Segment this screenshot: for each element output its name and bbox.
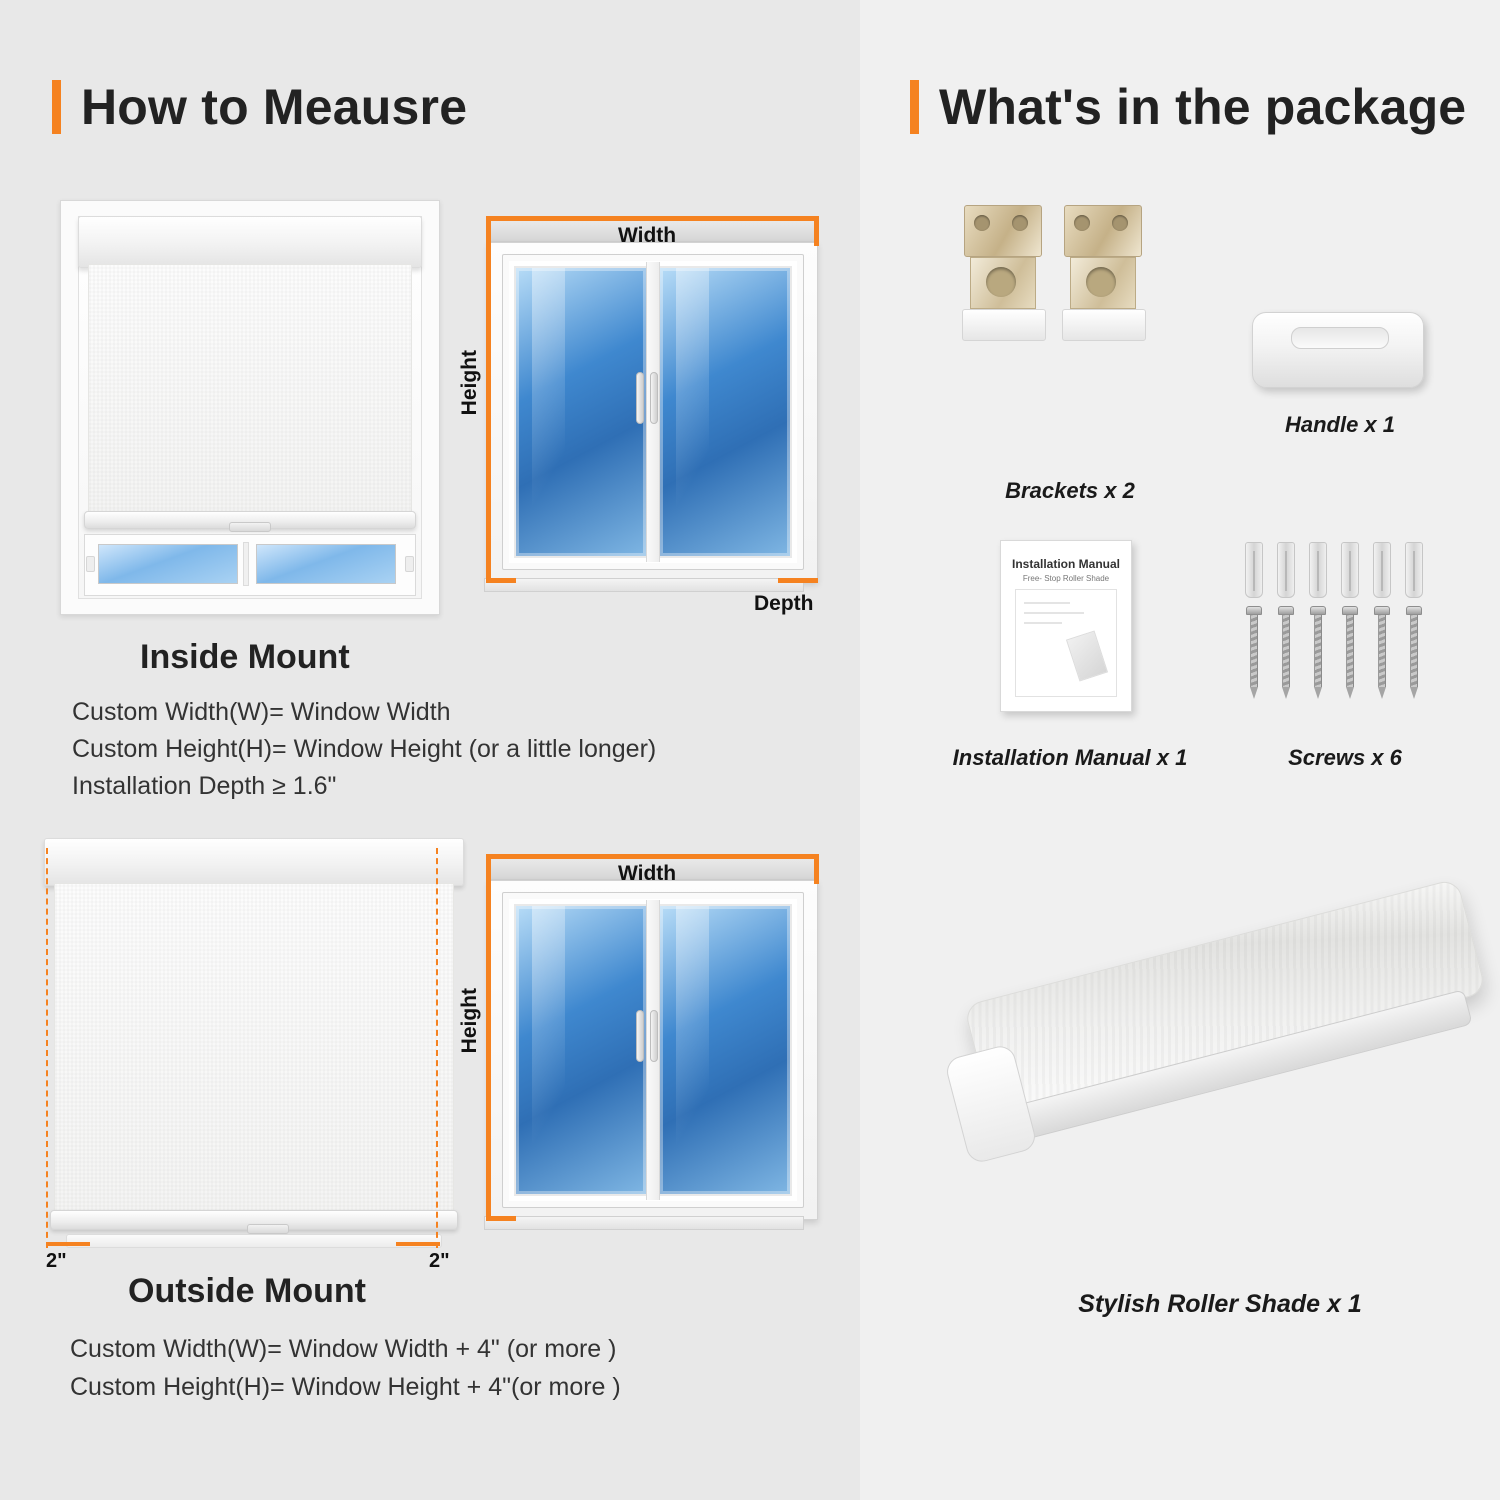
width-measure-tick-left xyxy=(486,216,491,246)
glass-left xyxy=(98,544,238,584)
window-pane-right xyxy=(658,266,792,558)
label-height-2: Height xyxy=(458,988,481,1054)
inside-mount-bullet-3: Installation Depth ≥ 1.6" xyxy=(72,772,337,800)
manual-cover-diagram xyxy=(1015,589,1117,697)
outside-mount-illustration xyxy=(44,838,464,1272)
pull-handle-outside xyxy=(247,1224,289,1234)
section-title-package: What's in the package xyxy=(939,79,1467,135)
outside-mount-measurement-figure xyxy=(458,838,840,1258)
outside-mount-title: Outside Mount xyxy=(128,1272,366,1310)
width-measure-tick-right xyxy=(814,216,819,246)
sash-hinge-left xyxy=(86,556,95,572)
width-measure-line xyxy=(488,216,818,221)
screws-image xyxy=(1245,542,1435,702)
section-heading-package xyxy=(910,78,1466,136)
overhang-label-left: 2" xyxy=(46,1250,67,1272)
inside-mount-measurement-figure xyxy=(458,200,840,615)
label-depth: Depth xyxy=(754,592,814,615)
section-title-measure: How to Meausre xyxy=(81,79,468,135)
window-pane-right-2 xyxy=(658,904,792,1196)
inside-mount-illustration xyxy=(60,200,440,615)
width-measure-line-2 xyxy=(488,854,818,859)
caption-manual: Installation Manual x 1 xyxy=(952,745,1188,770)
headrail xyxy=(78,216,422,268)
inside-mount-title: Inside Mount xyxy=(140,638,350,676)
glass-right xyxy=(256,544,396,584)
caption-brackets: Brackets x 2 xyxy=(1005,478,1135,503)
window-handle-right-2 xyxy=(650,1010,658,1062)
handle-image xyxy=(1252,312,1424,388)
window-sill-outside xyxy=(66,1234,442,1248)
window-handle-right xyxy=(650,372,658,424)
inside-mount-bullet-1: Custom Width(W)= Window Width xyxy=(72,698,451,726)
inside-mount-bullet-2: Custom Height(H)= Window Height (or a little longer) xyxy=(72,735,657,763)
overhang-line-right xyxy=(396,1242,440,1246)
window-pane-left xyxy=(514,266,648,558)
label-height: Height xyxy=(458,350,481,416)
depth-measure-line xyxy=(778,578,818,583)
width-measure-tick-left-2 xyxy=(486,854,491,884)
height-measure-tick-bottom xyxy=(486,578,516,583)
brackets-image xyxy=(960,205,1170,370)
caption-roller-shade: Stylish Roller Shade x 1 xyxy=(1078,1290,1362,1318)
sash-hinge-right xyxy=(405,556,414,572)
overhang-label-right: 2" xyxy=(429,1250,450,1272)
manual-cover-subtitle: Free- Stop Roller Shade xyxy=(1022,574,1110,583)
caption-screws: Screws x 6 xyxy=(1288,745,1402,770)
caption-handle: Handle x 1 xyxy=(1284,412,1396,437)
height-measure-tick-bottom-2 xyxy=(486,1216,516,1221)
outside-mount-bullet-2: Custom Height(H)= Window Height + 4"(or more ) xyxy=(70,1373,621,1401)
headrail-outside xyxy=(44,838,464,886)
manual-cover-title: Installation Manual xyxy=(1011,557,1120,571)
installation-manual-image xyxy=(1000,540,1132,712)
height-measure-line xyxy=(486,246,491,582)
window-handle-left-2 xyxy=(636,1010,644,1062)
window-pane-left-2 xyxy=(514,904,648,1196)
section-heading-measure xyxy=(52,78,467,136)
accent-bar xyxy=(52,80,61,134)
package-contents-panel xyxy=(860,0,1500,1500)
window-sill-2 xyxy=(484,1216,804,1230)
label-width-2: Width xyxy=(618,862,677,885)
label-width: Width xyxy=(618,224,677,247)
width-measure-tick-right-2 xyxy=(814,854,819,884)
height-measure-line-2 xyxy=(486,884,491,1220)
roller-shade-image xyxy=(960,900,1480,1240)
window-handle-left xyxy=(636,372,644,424)
shade-fabric xyxy=(88,264,412,514)
overhang-dash-right xyxy=(436,848,438,1248)
bracket-1 xyxy=(960,205,1050,370)
outside-mount-bullet-1: Custom Width(W)= Window Width + 4" (or more ) xyxy=(70,1335,617,1363)
bracket-2 xyxy=(1060,205,1150,370)
accent-bar-2 xyxy=(910,80,919,134)
pull-handle xyxy=(229,522,271,532)
shade-fabric-outside xyxy=(54,883,454,1216)
window-sill xyxy=(484,578,804,592)
overhang-line-left xyxy=(46,1242,90,1246)
sash-mullion xyxy=(243,542,249,586)
overhang-dash-left xyxy=(46,848,48,1248)
